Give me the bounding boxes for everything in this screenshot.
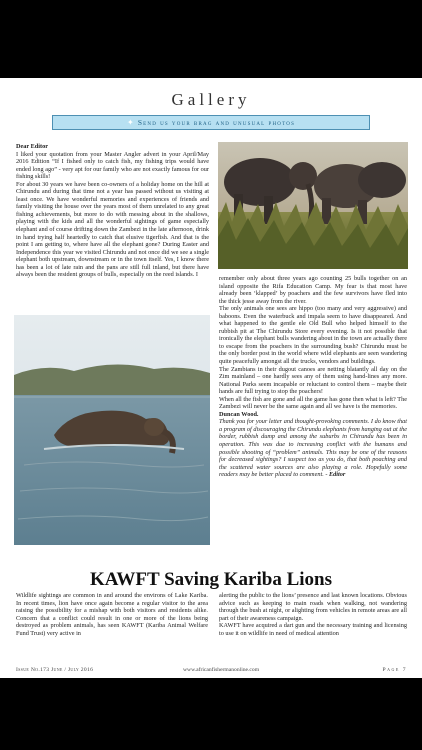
article-column-left [16,592,208,637]
article-paragraph: KAWFT have acquired a dart gun and the necessary training and licensing to use it on wildlife in need of medical attention [219,622,407,637]
swimming-elephant-image [14,315,210,545]
letter-paragraph: For about 30 years we have been co-owners of a holiday home on the hill at Chirundu and during that time not a year has passed without us visiting at least once. We have wonderful memories and experiences of friends and family visiting the house over the years most of them unrelated to any great fishing achievements, but more to do with messing about in the shallows, playing with the kids and all the wonderful sightings of game especially elephant and of course drifting down the Zambezi in the late afternoon, drink in hand trying half heartedly to catch that elusive tigerfish. And that is the point I am getting to, where have all the elephant gone? During Easter and Independence this year we visited Chirundu and not once did we see a single elephant both upstream, downstream or in the town itself. Yes, I know there has been a lot of late rain and the pans are still full inland, but there have always been the resident groups of bulls, especially on the reed islands. I [16,180,209,279]
letter-paragraph: I liked your quotation from your Master Angler advert in your April/May 2016 Edition “If I fished only to catch fish, my fishing trips would have ended long ago” - very apt for our family who are not exactly famous for our fishing skills! [16,150,209,181]
letter-column-left [16,143,209,279]
gallery-banner [52,115,370,130]
letter-salutation: Dear Editor [16,143,48,150]
footer-issue: Issue No.173 June / July 2016 [16,667,94,673]
editor-reply [219,418,407,478]
letter-signoff: Duncan Wood. [219,410,259,418]
swimming-elephant-photo [14,315,210,545]
page-footer [16,667,407,677]
elephants-image [218,142,408,269]
elephants-photo [218,142,408,269]
footer-url[interactable]: www.africanfishermanonline.com [183,667,260,673]
magazine-page [0,78,422,678]
banner-text: Send us your brag and unusual photos [137,118,296,127]
article-paragraph: alerting the public to the lions’ presence and last known locations. Obvious advice such as keeping to main roads when walking, not wandering through the bush at night, or alighting from vehicles in remote areas are all part of their awareness campaign. [219,592,407,622]
editor-reply-text: Thank you for your letter and thought-provoking comments. I do know that a program of discouraging the Chirundu elephants from hanging out at the border, rubbish dump and among the suburbs in Chirundu has been in operation. This was due to increasing conflict with the humans and possible shooting of “problem” animals. This may be one of the reasons for decreased sightings? I suspect too as you do, that both poaching and the scattered water sources are also playing a role. Hopefully some readers may be better placed to comment. - [219,418,407,479]
article-title: KAWFT Saving Kariba Lions [90,569,332,590]
footer-page-number: Page 7 [382,667,407,673]
letter-paragraph: The Zambians in their dugout canoes are netting blatantly all day on the Zim mainland – one hardly sees any of them using hand-lines any more. National Parks seem incapable or reluctant to control them – maybe their hands are full trying to stop the poachers! [219,365,407,396]
article-paragraph: Wildlife sightings are common in and around the environs of Lake Kariba. In recent times, lion have once again become a regular visitor to the area raising the possibility for a mishap with both visitors and residents alike. Concern that a conflict could result in one or more of the lions being destroyed as problem animals, has seen KAWFT (Kariba Animal Welfare Fund Trust) very active in [16,592,208,637]
letter-paragraph: The only animals one sees are hippo (too many and very aggressive) and baboons. Even the waterbuck and impala seem to have disappeared. And what happened to the gentle ele Old Bull who helped himself to the rubbish pit at The Chirundu Store every evening. Is it not possible that ironically the elephant bulls wandering about in the town are actually there to escape from the poachers in the surrounding bush? Chirundu must be the only border post in the world where wild elephants are seen wandering quite peacefully amongst all the trucks, vendors and buildings. [219,305,407,366]
letter-column-right [219,275,407,479]
sparkle-icon: ✦ [126,118,135,127]
editor-reply-author: Editor [328,471,346,479]
letter-paragraph: When all the fish are gone and all the game has gone then what is left? The Zambezi will never be the same again and all we have is the memories. [219,395,407,411]
article-column-right [219,592,407,637]
section-heading-gallery: Gallery [171,90,251,109]
letter-paragraph: remember only about three years ago counting 25 bulls together on an island opposite the Rifa Education Camp. My fear is that most have already been ‘klapped’ by poachers and the few survivors have fled into the thick jesse away from the river. [219,275,407,305]
